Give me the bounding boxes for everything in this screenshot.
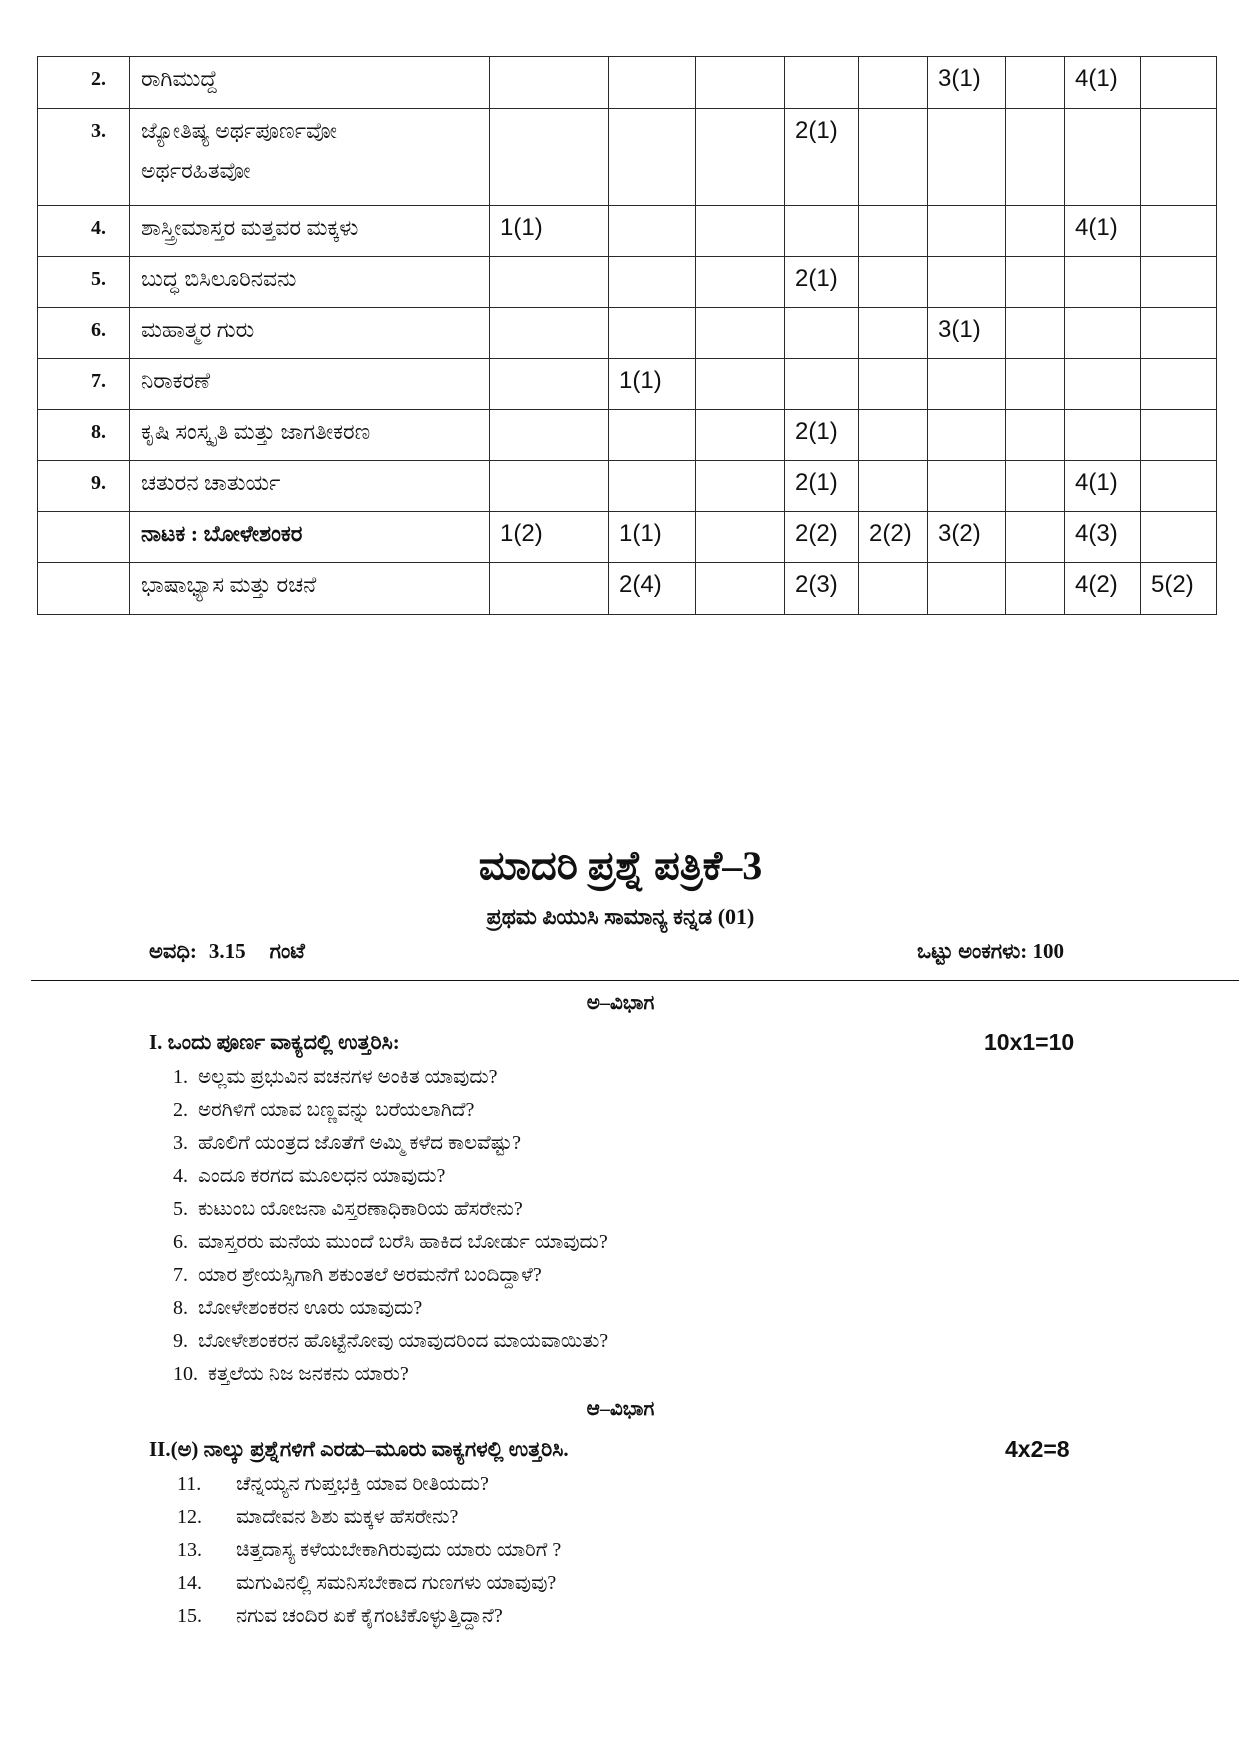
marks-cell: 2(2) (859, 512, 928, 563)
marks-cell (1006, 109, 1065, 206)
marks-cell: 3(1) (928, 57, 1006, 109)
marks-cell: 2(1) (785, 410, 859, 461)
marks-cell (859, 308, 928, 359)
marks-cell (928, 257, 1006, 308)
question-text: ಚಿತ್ತದಾಸ್ಯ ಕಳೆಯಬೇಕಾಗಿರುವುದು ಯಾರು ಯಾರಿಗೆ ? (236, 1539, 562, 1561)
marks-cell (609, 57, 696, 109)
lesson-name: ಬುದ್ಧ ಬಿಸಿಲೂರಿನವನು (130, 257, 490, 308)
table-row (38, 410, 1217, 461)
section-a-marks: 10x1=10 (984, 1029, 1075, 1055)
marks-cell (859, 109, 928, 206)
table-row (38, 512, 1217, 563)
marks-cell (1006, 410, 1065, 461)
duration-unit: ಗಂಟೆ (269, 939, 305, 963)
question-text: ಬೋಳೇಶಂಕರನ ಊರು ಯಾವುದು? (198, 1297, 423, 1319)
marks-cell: 5(2) (1141, 563, 1217, 615)
marks-cell: 1(1) (609, 512, 696, 563)
marks-cell (490, 359, 609, 410)
header-divider (31, 980, 1239, 981)
marks-cell (1141, 257, 1217, 308)
lesson-name: ಶಾಸ್ತ್ರೀಮಾಸ್ತರ ಮತ್ತವರ ಮಕ್ಕಳು (130, 206, 490, 257)
row-number: 3. (38, 109, 130, 206)
question-item (173, 1061, 608, 1094)
marks-cell (696, 512, 785, 563)
marks-cell: 3(2) (928, 512, 1006, 563)
question-number: 5. (173, 1198, 188, 1220)
marks-cell: 4(2) (1065, 563, 1141, 615)
row-number: 5. (38, 257, 130, 308)
question-number: 4. (173, 1165, 188, 1187)
question-number: 10. (173, 1363, 198, 1385)
question-text: ಚೆನ್ನಯ್ಯನ ಗುಪ್ತಭಕ್ತಿ ಯಾವ ರೀತಿಯದು? (236, 1473, 489, 1495)
section-a-heading: I. ಒಂದು ಪೂರ್ಣ ವಾಕ್ಯದಲ್ಲಿ ಉತ್ತರಿಸಿ: (149, 1030, 400, 1054)
marks-cell (1141, 57, 1217, 109)
marks-cell: 4(1) (1065, 206, 1141, 257)
section-a-question-list (173, 1061, 608, 1391)
question-number: 8. (173, 1297, 188, 1319)
marks-cell (490, 563, 609, 615)
question-text: ಹೊಲಿಗೆ ಯಂತ್ರದ ಜೊತೆಗೆ ಅಮ್ಮಿ ಕಳೆದ ಕಾಲವೆಷ್ಟು? (198, 1132, 521, 1154)
question-number: 9. (173, 1330, 188, 1352)
marks-cell (1006, 57, 1065, 109)
question-item (173, 1127, 608, 1160)
row-number: 2. (38, 57, 130, 109)
marks-cell: 4(1) (1065, 461, 1141, 512)
table-row (38, 109, 1217, 206)
marks-cell (609, 410, 696, 461)
question-number: 2. (173, 1099, 188, 1121)
marks-cell (928, 410, 1006, 461)
duration-value: 3.15 (208, 939, 246, 963)
marks-cell (928, 461, 1006, 512)
question-item (173, 1094, 608, 1127)
row-number (38, 563, 130, 615)
question-item (177, 1567, 561, 1600)
marks-cell (490, 308, 609, 359)
lesson-name: ಕೃಷಿ ಸಂಸ್ಕೃತಿ ಮತ್ತು ಜಾಗತೀಕರಣ (130, 410, 490, 461)
marks-table-body (38, 57, 1217, 615)
lesson-name: ರಾಗಿಮುದ್ದೆ (130, 57, 490, 109)
lesson-name: ಚತುರನ ಚಾತುರ್ಯ (130, 461, 490, 512)
marks-cell (1141, 359, 1217, 410)
row-number: 6. (38, 308, 130, 359)
marks-cell: 2(1) (785, 109, 859, 206)
question-number: 11. (177, 1473, 202, 1495)
lesson-name: ನಿರಾಕರಣೆ (130, 359, 490, 410)
question-item (173, 1325, 608, 1358)
table-row (38, 461, 1217, 512)
marks-cell (696, 109, 785, 206)
marks-cell: 3(1) (928, 308, 1006, 359)
marks-cell (859, 563, 928, 615)
question-item (173, 1193, 608, 1226)
question-text: ಎಂದೂ ಕರಗದ ಮೂಲಧನ ಯಾವುದು? (198, 1165, 446, 1187)
duration (149, 937, 305, 965)
question-item (173, 1292, 608, 1325)
question-item (177, 1600, 561, 1633)
marks-cell (490, 257, 609, 308)
marks-cell (696, 308, 785, 359)
marks-cell (490, 57, 609, 109)
marks-cell (1006, 359, 1065, 410)
marks-cell (1141, 461, 1217, 512)
question-item (177, 1501, 561, 1534)
marks-cell (928, 359, 1006, 410)
question-item (173, 1358, 608, 1391)
marks-cell (1006, 563, 1065, 615)
marks-cell (696, 57, 785, 109)
row-number (38, 512, 130, 563)
question-text: ನಗುವ ಚಂದಿರ ಏಕೆ ಕೈಗಂಟಿಕೊಳ್ಳುತ್ತಿದ್ದಾನೆ? (236, 1605, 503, 1627)
marks-cell (1141, 109, 1217, 206)
marks-cell (1141, 512, 1217, 563)
question-item (173, 1259, 608, 1292)
marks-cell: 2(1) (785, 461, 859, 512)
marks-cell: 4(1) (1065, 57, 1141, 109)
marks-cell (1006, 308, 1065, 359)
section-b-marks: 4x2=8 (1005, 1436, 1070, 1462)
marks-cell: 1(1) (490, 206, 609, 257)
marks-cell (696, 257, 785, 308)
table-row (38, 308, 1217, 359)
marks-cell (1065, 410, 1141, 461)
duration-label: ಅವಧಿ: (149, 939, 197, 963)
question-number: 12. (177, 1506, 202, 1528)
paper-title: ಮಾದರಿ ಪ್ರಶ್ನೆ ಪತ್ರಿಕೆ–3 (478, 843, 763, 888)
question-number: 13. (177, 1539, 202, 1561)
question-number: 14. (177, 1572, 202, 1594)
question-text: ಮಾಸ್ತರರು ಮನೆಯ ಮುಂದೆ ಬರೆಸಿ ಹಾಕಿದ ಬೋರ್ಡು ಯಾವುದು? (198, 1231, 608, 1253)
marks-cell (1141, 206, 1217, 257)
question-item (177, 1534, 561, 1567)
question-number: 3. (173, 1132, 188, 1154)
question-item (173, 1226, 608, 1259)
marks-cell (1065, 359, 1141, 410)
row-number: 4. (38, 206, 130, 257)
marks-cell (609, 206, 696, 257)
section-a-label: ಅ–ವಿಭಾಗ (586, 992, 655, 1014)
table-row (38, 563, 1217, 615)
marks-cell (1141, 410, 1217, 461)
marks-cell (859, 257, 928, 308)
marks-cell (1006, 257, 1065, 308)
marks-cell (785, 308, 859, 359)
marks-cell: 2(1) (785, 257, 859, 308)
question-text: ಕತ್ತಲೆಯ ನಿಜ ಜನಕನು ಯಾರು? (208, 1363, 409, 1385)
marks-cell (696, 359, 785, 410)
section-b-heading: II.(ಅ) ನಾಲ್ಕು ಪ್ರಶ್ನೆಗಳಿಗೆ ಎರಡು–ಮೂರು ವಾಕ್ಯಗಳಲ್ಲಿ ಉತ್ತರಿಸಿ. (149, 1437, 569, 1461)
marks-cell (859, 461, 928, 512)
marks-cell: 2(2) (785, 512, 859, 563)
section-b-question-list (177, 1468, 561, 1633)
paper-subtitle: ಪ್ರಥಮ ಪಿಯುಸಿ ಸಾಮಾನ್ಯ ಕನ್ನಡ (01) (486, 904, 755, 929)
marks-cell (1065, 308, 1141, 359)
marks-cell (1006, 206, 1065, 257)
marks-cell (696, 206, 785, 257)
marks-cell (1006, 461, 1065, 512)
marks-cell (1006, 512, 1065, 563)
question-number: 15. (177, 1605, 202, 1627)
total-marks: ಒಟ್ಟು ಅಂಕಗಳು: 100 (916, 939, 1064, 963)
marks-cell (1141, 308, 1217, 359)
marks-cell (696, 410, 785, 461)
section-b-label: ಆ–ವಿಭಾಗ (586, 1398, 655, 1420)
marks-cell (490, 410, 609, 461)
question-text: ಅಲ್ಲಮ ಪ್ರಭುವಿನ ವಚನಗಳ ಅಂಕಿತ ಯಾವುದು? (198, 1066, 498, 1088)
question-item (177, 1468, 561, 1501)
question-text: ಕುಟುಂಬ ಯೋಜನಾ ವಿಸ್ತರಣಾಧಿಕಾರಿಯ ಹೆಸರೇನು? (198, 1198, 523, 1220)
marks-cell (785, 206, 859, 257)
marks-cell: 1(2) (490, 512, 609, 563)
row-number: 9. (38, 461, 130, 512)
question-number: 6. (173, 1231, 188, 1253)
question-text: ಬೋಳೇಶಂಕರನ ಹೊಟ್ಟೆನೋವು ಯಾವುದರಿಂದ ಮಾಯವಾಯಿತು? (198, 1330, 609, 1352)
question-item (173, 1160, 608, 1193)
marks-cell: 1(1) (609, 359, 696, 410)
marks-cell (1065, 257, 1141, 308)
marks-cell (609, 257, 696, 308)
lesson-name: ನಾಟಕ : ಬೋಳೇಶಂಕರ (130, 512, 490, 563)
lesson-name: ಜ್ಯೋತಿಷ್ಯ ಅರ್ಥಪೂರ್ಣವೋ ಅರ್ಥರಹಿತವೋ (130, 109, 490, 206)
marks-cell (490, 461, 609, 512)
marks-cell (696, 563, 785, 615)
table-row (38, 57, 1217, 109)
lesson-name: ಮಹಾತ್ಮರ ಗುರು (130, 308, 490, 359)
marks-cell: 2(4) (609, 563, 696, 615)
marks-cell (609, 461, 696, 512)
marks-cell (859, 359, 928, 410)
question-text: ಅರಗಿಳಿಗೆ ಯಾವ ಬಣ್ಣವನ್ನು ಬರೆಯಲಾಗಿದೆ? (198, 1099, 475, 1121)
question-number: 7. (173, 1264, 188, 1286)
row-number: 8. (38, 410, 130, 461)
table-row (38, 257, 1217, 308)
marks-cell: 2(3) (785, 563, 859, 615)
marks-cell (490, 109, 609, 206)
table-row (38, 206, 1217, 257)
marks-distribution-table (37, 56, 1217, 615)
lesson-name: ಭಾಷಾಭ್ಯಾಸ ಮತ್ತು ರಚನೆ (130, 563, 490, 615)
marks-cell (696, 461, 785, 512)
marks-cell (859, 410, 928, 461)
row-number: 7. (38, 359, 130, 410)
marks-cell (609, 109, 696, 206)
marks-cell (609, 308, 696, 359)
marks-cell (928, 109, 1006, 206)
table-row (38, 359, 1217, 410)
marks-cell (928, 563, 1006, 615)
marks-cell (785, 57, 859, 109)
marks-cell (928, 206, 1006, 257)
question-text: ಮಗುವಿನಲ್ಲಿ ಸಮನಿಸಬೇಕಾದ ಗುಣಗಳು ಯಾವುವು? (236, 1572, 557, 1594)
marks-cell (859, 206, 928, 257)
marks-cell (859, 57, 928, 109)
question-text: ಯಾರ ಶ್ರೇಯಸ್ಸಿಗಾಗಿ ಶಕುಂತಲೆ ಅರಮನೆಗೆ ಬಂದಿದ್ದಾಳೆ? (198, 1264, 542, 1286)
question-number: 1. (173, 1066, 188, 1088)
marks-cell (1065, 109, 1141, 206)
marks-cell: 4(3) (1065, 512, 1141, 563)
marks-cell (785, 359, 859, 410)
question-text: ಮಾದೇವನ ಶಿಶು ಮಕ್ಕಳ ಹೆಸರೇನು? (236, 1506, 459, 1528)
